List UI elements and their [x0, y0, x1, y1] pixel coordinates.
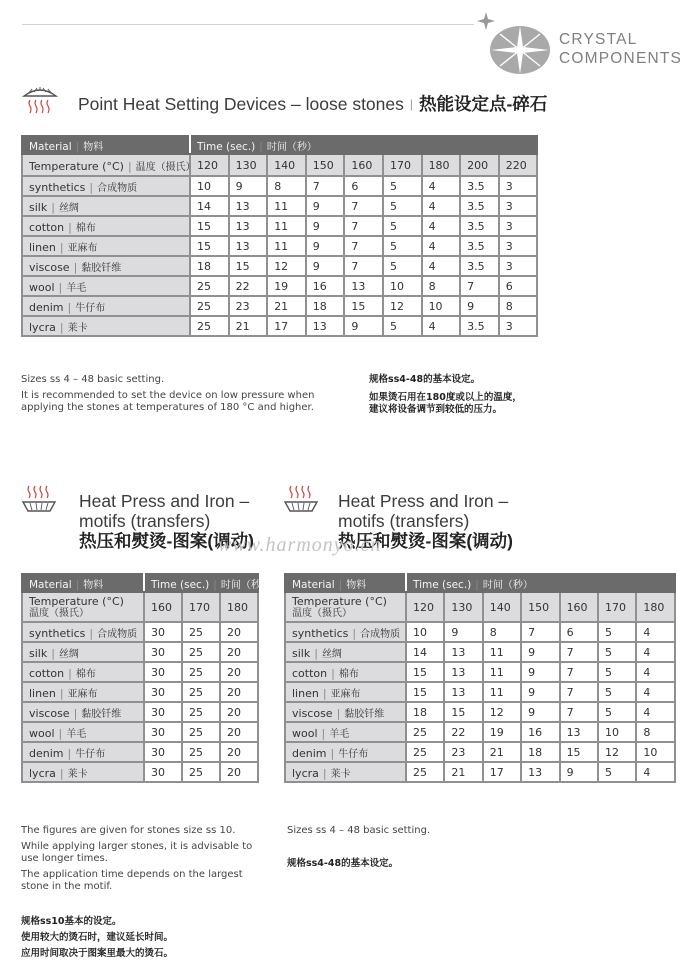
- material-cell: viscose | 黏胶钎维: [22, 702, 144, 722]
- time-cell: 13: [444, 642, 482, 662]
- time-cell: 13: [229, 216, 268, 236]
- table-row: [285, 662, 675, 682]
- time-cell: 22: [229, 276, 268, 296]
- table-row: [22, 662, 258, 682]
- time-cell: 14: [190, 196, 229, 216]
- time-cell: 25: [182, 622, 220, 642]
- time-cell: 5: [598, 622, 636, 642]
- time-cell: 15: [406, 662, 444, 682]
- material-cell: linen | 亚麻布: [22, 682, 144, 702]
- time-cell: 23: [229, 296, 268, 316]
- time-cell: 5: [598, 702, 636, 722]
- section2-notes-cn: [21, 914, 261, 962]
- note-line: 建议将设备调节到较低的压力。: [369, 404, 503, 415]
- section1-notes-en: [21, 374, 321, 418]
- material-header: Material | 物料: [22, 574, 144, 592]
- table-row: [22, 196, 537, 216]
- time-cell: 5: [383, 256, 422, 276]
- time-cell: 30: [144, 622, 182, 642]
- time-cell: 25: [406, 762, 444, 782]
- time-cell: 30: [144, 742, 182, 762]
- time-header: Time (sec.) | 时间（秒）: [144, 574, 258, 592]
- time-cell: 3: [499, 236, 538, 256]
- table-row: [22, 682, 258, 702]
- material-cell: lycra | 莱卡: [285, 762, 406, 782]
- time-cell: 6: [499, 276, 538, 296]
- section3-title-cn: 热压和熨烫-图案(调动): [338, 531, 513, 551]
- time-cell: 21: [444, 762, 482, 782]
- time-cell: 3.5: [460, 256, 499, 276]
- time-cell: 20: [220, 742, 258, 762]
- time-cell: 7: [306, 176, 345, 196]
- note-line: 应用时间取决于图案里最大的烫石。: [21, 948, 174, 959]
- heat-press-table-small: [21, 573, 271, 783]
- section2-notes-en: [21, 825, 261, 897]
- temperature-value: 160: [560, 592, 598, 622]
- table-row: [22, 742, 258, 762]
- time-cell: 25: [190, 276, 229, 296]
- time-cell: 22: [444, 722, 482, 742]
- watermark: www.harmonyo.cn: [218, 534, 382, 556]
- temperature-value: 200: [460, 154, 499, 176]
- time-cell: 25: [190, 296, 229, 316]
- time-cell: 18: [406, 702, 444, 722]
- time-cell: 5: [383, 236, 422, 256]
- temperature-value: 180: [220, 592, 258, 622]
- time-cell: 7: [460, 276, 499, 296]
- section1-notes-cn: [369, 374, 569, 416]
- note-line: 规格ss10基本的设定。: [21, 916, 122, 927]
- time-cell: 4: [422, 236, 461, 256]
- time-cell: 9: [521, 662, 559, 682]
- material-header: Material | 物料: [285, 574, 406, 592]
- table-row: [285, 742, 675, 762]
- table-row: [285, 702, 675, 722]
- time-cell: 7: [344, 256, 383, 276]
- time-cell: 8: [483, 622, 521, 642]
- time-cell: 5: [383, 176, 422, 196]
- table-row: [22, 702, 258, 722]
- time-cell: 3.5: [460, 236, 499, 256]
- time-cell: 11: [267, 236, 306, 256]
- time-cell: 9: [306, 256, 345, 276]
- time-cell: 30: [144, 722, 182, 742]
- material-cell: denim | 牛仔布: [22, 742, 144, 762]
- table-row: [22, 622, 258, 642]
- temperature-value: 120: [190, 154, 229, 176]
- time-cell: 18: [521, 742, 559, 762]
- time-cell: 3: [499, 176, 538, 196]
- time-cell: 3: [499, 316, 538, 336]
- temperature-value: 140: [483, 592, 521, 622]
- note-line: 规格ss4-48的基本设定。: [369, 374, 481, 385]
- temperature-label: Temperature (°C) 温度（摄氏）: [285, 592, 406, 622]
- time-cell: 10: [422, 296, 461, 316]
- time-cell: 11: [483, 642, 521, 662]
- table-row: [285, 682, 675, 702]
- time-cell: 13: [229, 196, 268, 216]
- table-row: [22, 216, 537, 236]
- time-cell: 20: [220, 662, 258, 682]
- time-header: Time (sec.) | 时间（秒）: [406, 574, 675, 592]
- time-cell: 13: [306, 316, 345, 336]
- time-cell: 23: [444, 742, 482, 762]
- time-cell: 7: [521, 622, 559, 642]
- temperature-value: 180: [422, 154, 461, 176]
- time-cell: 3: [499, 256, 538, 276]
- time-cell: 25: [182, 662, 220, 682]
- time-cell: 25: [182, 642, 220, 662]
- note-line: Sizes ss 4 – 48 basic setting.: [287, 825, 431, 836]
- section1-title-en: Point Heat Setting Devices – loose stones: [78, 94, 404, 114]
- temperature-label: Temperature (°C) 温度（摄氏）: [22, 592, 144, 622]
- table-row: [285, 642, 675, 662]
- time-cell: 7: [344, 196, 383, 216]
- material-cell: cotton | 棉布: [22, 662, 144, 682]
- time-cell: 11: [267, 216, 306, 236]
- time-cell: 11: [483, 662, 521, 682]
- time-cell: 13: [444, 682, 482, 702]
- temperature-value: 160: [144, 592, 182, 622]
- material-cell: synthetics | 合成物质: [22, 176, 190, 196]
- time-cell: 14: [406, 642, 444, 662]
- time-cell: 4: [636, 642, 674, 662]
- table-row: [22, 722, 258, 742]
- material-cell: lycra | 莱卡: [22, 316, 190, 336]
- time-cell: 16: [306, 276, 345, 296]
- heat-press-table-large: [284, 573, 676, 783]
- time-cell: 8: [422, 276, 461, 296]
- temperature-value: 140: [267, 154, 306, 176]
- time-cell: 5: [383, 316, 422, 336]
- material-cell: silk | 丝绸: [285, 642, 406, 662]
- section3-notes-en: [287, 825, 527, 841]
- material-cell: denim | 牛仔布: [22, 296, 190, 316]
- table-row: [22, 642, 258, 662]
- note-line: While applying larger stones, it is advisable to use longer times.: [21, 841, 253, 864]
- time-cell: 9: [521, 702, 559, 722]
- time-cell: 13: [444, 662, 482, 682]
- time-cell: 3.5: [460, 176, 499, 196]
- temperature-value: 160: [344, 154, 383, 176]
- time-cell: 5: [598, 662, 636, 682]
- time-cell: 9: [306, 236, 345, 256]
- time-cell: 15: [229, 256, 268, 276]
- temperature-value: 170: [383, 154, 422, 176]
- time-cell: 3: [499, 196, 538, 216]
- table-row: [22, 236, 537, 256]
- material-cell: synthetics | 合成物质: [285, 622, 406, 642]
- material-cell: cotton | 棉布: [22, 216, 190, 236]
- time-cell: 20: [220, 762, 258, 782]
- time-cell: 20: [220, 622, 258, 642]
- temperature-value: 150: [306, 154, 345, 176]
- time-cell: 13: [521, 762, 559, 782]
- material-cell: cotton | 棉布: [285, 662, 406, 682]
- material-cell: viscose | 黏胶钎维: [285, 702, 406, 722]
- time-cell: 12: [383, 296, 422, 316]
- time-cell: 4: [636, 662, 674, 682]
- time-cell: 10: [190, 176, 229, 196]
- time-cell: 30: [144, 682, 182, 702]
- point-heat-table: [21, 135, 538, 337]
- time-cell: 12: [598, 742, 636, 762]
- time-cell: 7: [560, 642, 598, 662]
- material-cell: wool | 羊毛: [285, 722, 406, 742]
- time-cell: 13: [344, 276, 383, 296]
- brand-line-1: CRYSTAL: [559, 31, 638, 48]
- temperature-value: 220: [499, 154, 538, 176]
- time-cell: 17: [267, 316, 306, 336]
- time-cell: 8: [499, 296, 538, 316]
- time-cell: 9: [560, 762, 598, 782]
- time-cell: 3.5: [460, 216, 499, 236]
- temperature-value: 120: [406, 592, 444, 622]
- time-cell: 12: [483, 702, 521, 722]
- section1-title-cn: 热能设定点-碎石: [419, 94, 548, 114]
- time-cell: 9: [306, 216, 345, 236]
- time-cell: 30: [144, 662, 182, 682]
- time-cell: 21: [483, 742, 521, 762]
- section3-title-en-2: motifs (transfers): [338, 511, 470, 531]
- section2-title-en-1: Heat Press and Iron –: [79, 491, 250, 511]
- time-cell: 15: [444, 702, 482, 722]
- time-cell: 20: [220, 642, 258, 662]
- time-cell: 4: [636, 702, 674, 722]
- note-line: The figures are given for stones size ss 10.: [21, 825, 236, 836]
- time-cell: 30: [144, 702, 182, 722]
- time-cell: 7: [344, 216, 383, 236]
- material-cell: lycra | 莱卡: [22, 762, 144, 782]
- time-cell: 9: [229, 176, 268, 196]
- temperature-value: 130: [229, 154, 268, 176]
- time-cell: 15: [190, 216, 229, 236]
- time-cell: 4: [422, 316, 461, 336]
- time-cell: 8: [267, 176, 306, 196]
- time-cell: 13: [560, 722, 598, 742]
- time-cell: 11: [267, 196, 306, 216]
- time-cell: 9: [521, 682, 559, 702]
- time-cell: 5: [598, 682, 636, 702]
- table-row: [22, 276, 537, 296]
- note-line: 如果烫石用在180度或以上的温度，: [369, 392, 522, 403]
- note-line: The application time depends on the largest stone in the motif.: [21, 869, 243, 892]
- time-cell: 20: [220, 682, 258, 702]
- table-row: [22, 316, 537, 336]
- note-line: 使用较大的烫石时，建议延长时间。: [21, 932, 174, 943]
- note-line: 规格ss4-48的基本设定。: [287, 858, 399, 869]
- material-cell: wool | 羊毛: [22, 722, 144, 742]
- time-cell: 8: [636, 722, 674, 742]
- material-cell: wool | 羊毛: [22, 276, 190, 296]
- material-cell: linen | 亚麻布: [285, 682, 406, 702]
- time-cell: 4: [636, 622, 674, 642]
- table-row: [22, 762, 258, 782]
- table-row: [22, 296, 537, 316]
- time-cell: 3.5: [460, 196, 499, 216]
- temperature-value: 170: [598, 592, 636, 622]
- time-cell: 20: [220, 722, 258, 742]
- time-cell: 15: [190, 236, 229, 256]
- time-cell: 19: [483, 722, 521, 742]
- section3-notes-cn: [287, 858, 527, 870]
- material-cell: synthetics | 合成物质: [22, 622, 144, 642]
- brand-line-2: COMPONENTS: [559, 50, 683, 67]
- time-cell: 17: [483, 762, 521, 782]
- time-cell: 25: [182, 722, 220, 742]
- time-cell: 10: [636, 742, 674, 762]
- time-cell: 25: [406, 722, 444, 742]
- material-cell: linen | 亚麻布: [22, 236, 190, 256]
- section2-title-en-2: motifs (transfers): [79, 511, 211, 531]
- time-cell: 18: [306, 296, 345, 316]
- time-cell: 4: [422, 216, 461, 236]
- section3-title-en-1: Heat Press and Iron –: [338, 491, 509, 511]
- time-cell: 6: [344, 176, 383, 196]
- time-cell: 10: [406, 622, 444, 642]
- temperature-value: 180: [636, 592, 674, 622]
- time-cell: 3: [499, 216, 538, 236]
- time-cell: 9: [306, 196, 345, 216]
- time-cell: 6: [560, 622, 598, 642]
- time-cell: 21: [229, 316, 268, 336]
- section1-title: Point Heat Setting Devices – loose stones | 热能设定点-碎石: [78, 94, 548, 114]
- time-cell: 4: [422, 256, 461, 276]
- time-cell: 25: [182, 762, 220, 782]
- time-cell: 9: [444, 622, 482, 642]
- time-cell: 25: [182, 702, 220, 722]
- material-cell: silk | 丝绸: [22, 196, 190, 216]
- time-cell: 5: [598, 642, 636, 662]
- time-cell: 7: [560, 702, 598, 722]
- material-header: Material | 物料: [22, 136, 190, 154]
- time-header: Time (sec.) | 时间（秒）: [190, 136, 537, 154]
- point-heat-device-icon: [20, 86, 60, 116]
- time-cell: 18: [190, 256, 229, 276]
- time-cell: 9: [521, 642, 559, 662]
- time-cell: 30: [144, 762, 182, 782]
- time-cell: 9: [460, 296, 499, 316]
- table-row: [22, 176, 537, 196]
- time-cell: 15: [344, 296, 383, 316]
- time-cell: 25: [406, 742, 444, 762]
- time-cell: 10: [383, 276, 422, 296]
- time-cell: 4: [636, 682, 674, 702]
- time-cell: 25: [182, 682, 220, 702]
- time-cell: 25: [190, 316, 229, 336]
- time-cell: 4: [422, 196, 461, 216]
- section2-title-cn: 热压和熨烫-图案(调动): [79, 531, 254, 551]
- heat-press-icon: [20, 484, 58, 516]
- temperature-value: 150: [521, 592, 559, 622]
- time-cell: 25: [182, 742, 220, 762]
- time-cell: 5: [383, 196, 422, 216]
- temperature-value: 170: [182, 592, 220, 622]
- material-cell: denim | 牛仔布: [285, 742, 406, 762]
- material-cell: silk | 丝绸: [22, 642, 144, 662]
- time-cell: 12: [267, 256, 306, 276]
- time-cell: 7: [344, 236, 383, 256]
- time-cell: 5: [383, 216, 422, 236]
- time-cell: 11: [483, 682, 521, 702]
- time-cell: 4: [636, 762, 674, 782]
- time-cell: 19: [267, 276, 306, 296]
- time-cell: 7: [560, 662, 598, 682]
- time-cell: 30: [144, 642, 182, 662]
- temperature-value: 130: [444, 592, 482, 622]
- note-line: Sizes ss 4 – 48 basic setting.: [21, 374, 165, 385]
- brand-name: [559, 30, 682, 68]
- table-row: [285, 762, 675, 782]
- table-row: [285, 622, 675, 642]
- time-cell: 3.5: [460, 316, 499, 336]
- time-cell: 20: [220, 702, 258, 722]
- time-cell: 15: [406, 682, 444, 702]
- time-cell: 10: [598, 722, 636, 742]
- table-row: [22, 256, 537, 276]
- time-cell: 5: [598, 762, 636, 782]
- material-cell: viscose | 黏胶钎维: [22, 256, 190, 276]
- top-rule: [22, 24, 474, 25]
- time-cell: 15: [560, 742, 598, 762]
- time-cell: 21: [267, 296, 306, 316]
- time-cell: 13: [229, 236, 268, 256]
- time-cell: 9: [344, 316, 383, 336]
- time-cell: 16: [521, 722, 559, 742]
- note-line: It is recommended to set the device on low pressure when applying the stones at temperatures of 180 °C and higher.: [21, 390, 315, 413]
- temperature-label: Temperature (°C) | 温度（摄氏）: [22, 154, 190, 176]
- heat-press-icon: [282, 484, 320, 516]
- table-row: [285, 722, 675, 742]
- time-cell: 4: [422, 176, 461, 196]
- crystal-star-logo-icon: [472, 10, 556, 80]
- time-cell: 7: [560, 682, 598, 702]
